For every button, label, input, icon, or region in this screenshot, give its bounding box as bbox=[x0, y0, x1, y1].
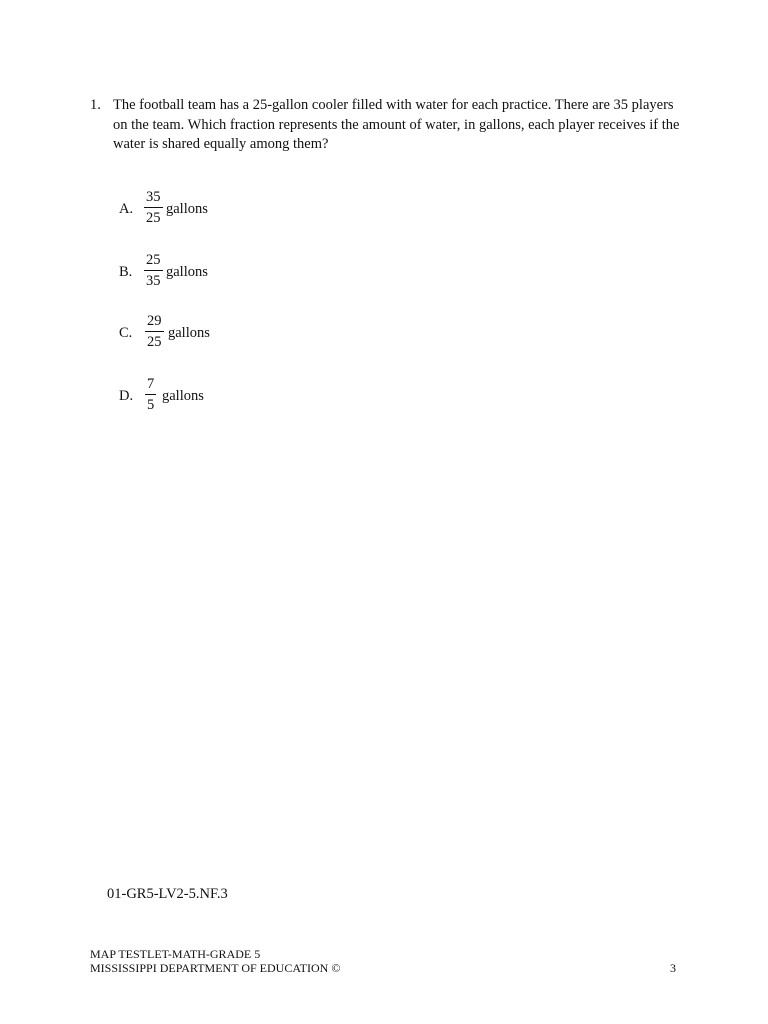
fraction-bar bbox=[144, 207, 163, 208]
choice-fraction bbox=[144, 252, 163, 290]
choice-unit: gallons bbox=[166, 201, 208, 217]
fraction-bar bbox=[145, 394, 156, 395]
choice-letter: D. bbox=[119, 388, 134, 404]
choice-letter: A. bbox=[119, 201, 134, 217]
fraction-denominator: 25 bbox=[147, 334, 162, 350]
fraction-bar bbox=[145, 331, 164, 332]
fraction-denominator: 25 bbox=[146, 210, 161, 226]
question-text: The football team has a 25-gallon cooler filled with water for each practice. There are 35 players on the team. Which fraction represents the amount of water, in gallons, each player receives if the water is shared equally among them? bbox=[113, 97, 680, 152]
fraction-numerator: 29 bbox=[147, 313, 162, 329]
fraction-bar bbox=[144, 270, 163, 271]
choice-unit: gallons bbox=[166, 264, 208, 280]
fraction-numerator: 25 bbox=[146, 252, 161, 268]
page-number: 3 bbox=[670, 961, 676, 975]
choice-unit: gallons bbox=[162, 388, 204, 404]
question-1 bbox=[90, 96, 690, 155]
question-number: 1. bbox=[90, 97, 101, 113]
footer-department: MISSISSIPPI DEPARTMENT OF EDUCATION © bbox=[90, 961, 341, 975]
fraction-denominator: 5 bbox=[147, 397, 155, 413]
footer-testlet-title: MAP TESTLET-MATH-GRADE 5 bbox=[90, 947, 261, 961]
choice-fraction bbox=[145, 313, 164, 351]
fraction-numerator: 35 bbox=[146, 189, 161, 205]
choice-letter: B. bbox=[119, 264, 133, 280]
fraction-denominator: 35 bbox=[146, 273, 161, 289]
choice-letter: C. bbox=[119, 325, 133, 341]
fraction-numerator: 7 bbox=[147, 376, 155, 392]
choice-unit: gallons bbox=[168, 325, 210, 341]
item-code: 01-GR5-LV2-5.NF.3 bbox=[107, 886, 228, 902]
choice-fraction bbox=[145, 376, 156, 414]
choice-fraction bbox=[144, 189, 163, 227]
